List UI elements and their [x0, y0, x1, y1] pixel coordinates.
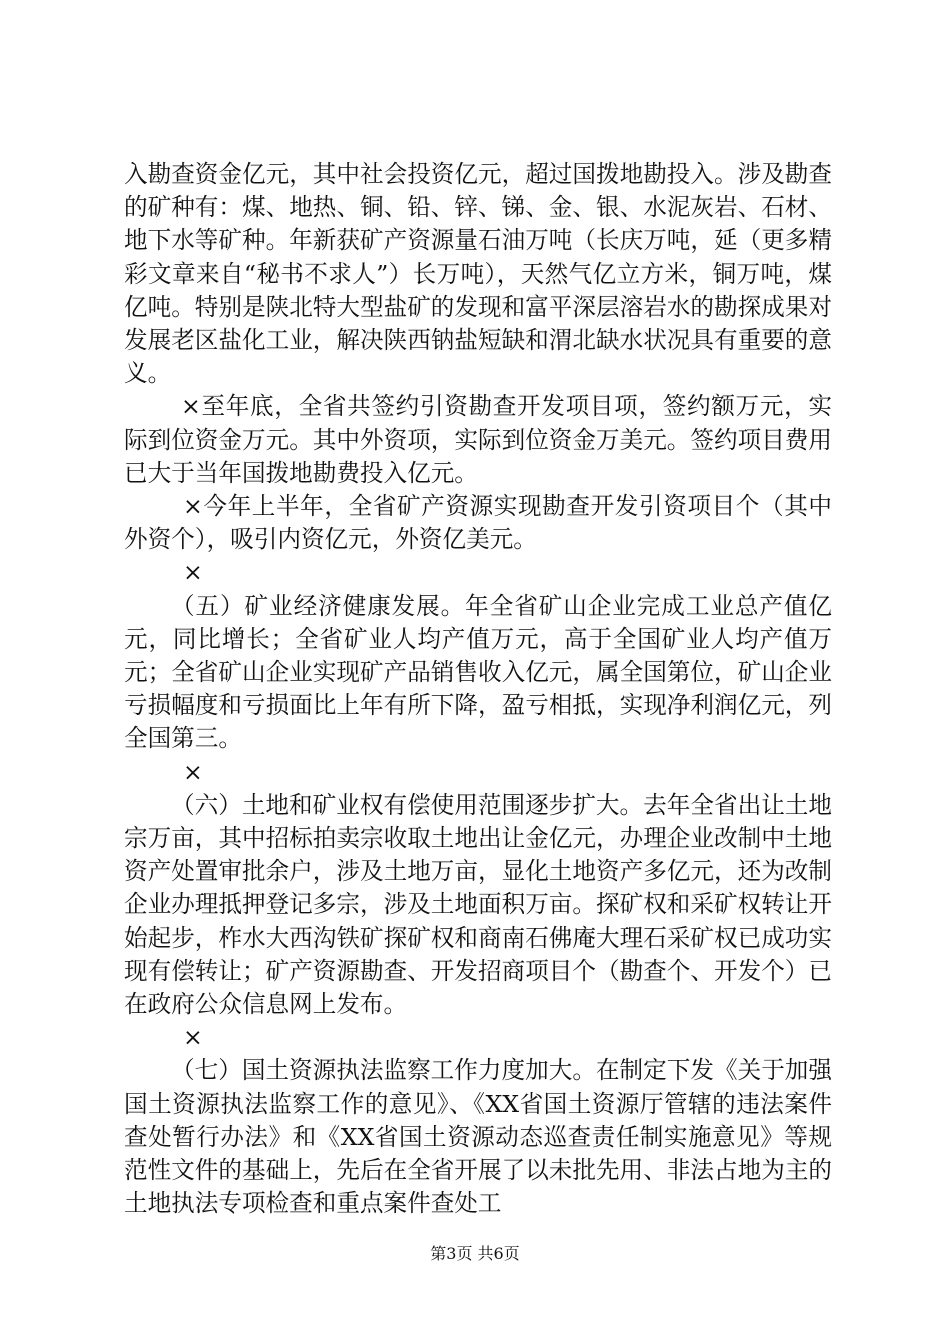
document-body — [124, 158, 832, 1221]
paragraph-investment-contracts: ×至年底，全省共签约引资勘查开发项目项，签约额万元，实际到位资金万元。其中外资项，实际到位资金万美元。签约项目费用已大于当年国拨地勘费投入亿元。 — [124, 392, 832, 487]
paragraph-mining-economy: （五）矿业经济健康发展。年全省矿山企业完成工业总产值亿元，同比增长；全省矿业人均产值万元，高于全国矿业人均产值万元；全省矿山企业实现矿产品销售收入亿元，属全国第位，矿山企业亏损幅度和亏损面比上年有所下降，盈亏相抵，实现净利润亿元，列全国第三。 — [124, 591, 832, 753]
separator-mark: × — [183, 558, 203, 587]
paragraph-mining-investment: 入勘查资金亿元，其中社会投资亿元，超过国拨地勘投入。涉及勘查的矿种有：煤、地热、铜、铅、锌、锑、金、银、水泥灰岩、石材、地下水等矿种。年新获矿产资源量石油万吨（长庆万吨，延（更多精彩文章来自“秘书不求人”）长万吨），天然气亿立方米，铜万吨，煤亿吨。特别是陕北特大型盐矿的发现和富平深层溶岩水的勘探成果对发展老区盐化工业，解决陕西钠盐短缺和渭北缺水状况具有重要的意义。 — [124, 160, 832, 388]
separator-mark: × — [183, 757, 203, 786]
separator-mark: × — [183, 1023, 203, 1052]
paragraph-law-enforcement: （七）国土资源执法监察工作力度加大。在制定下发《关于加强国土资源执法监察工作的意见》、《XX省国土资源厅管辖的违法案件查处暂行办法》和《XX省国土资源动态巡查责任制实施意见》等规范性文件的基础上，先后在全省开展了以未批先用、非法占地为主的土地执法专项检查和重点案件查处工 — [124, 1056, 832, 1218]
paragraph-first-half-year: ×今年上半年，全省矿产资源实现勘查开发引资项目个（其中外资个），吸引内资亿元，外资亿美元。 — [124, 492, 832, 554]
page-number-footer: 第3页 共6页 — [430, 1244, 520, 1263]
paragraph-land-mining-rights: （六）土地和矿业权有偿使用范围逐步扩大。去年全省出让土地宗万亩，其中招标拍卖宗收取土地出让金亿元，办理企业改制中土地资产处置审批余户，涉及土地万亩，显化土地资产多亿元，还为改制企业办理抵押登记多宗，涉及土地面积万亩。探矿权和采矿权转让开始起步，柞水大西沟铁矿探矿权和商南石佛庵大理石采矿权已成功实现有偿转让；矿产资源勘查、开发招商项目个（勘查个、开发个）已在政府公众信息网上发布。 — [124, 790, 832, 1019]
